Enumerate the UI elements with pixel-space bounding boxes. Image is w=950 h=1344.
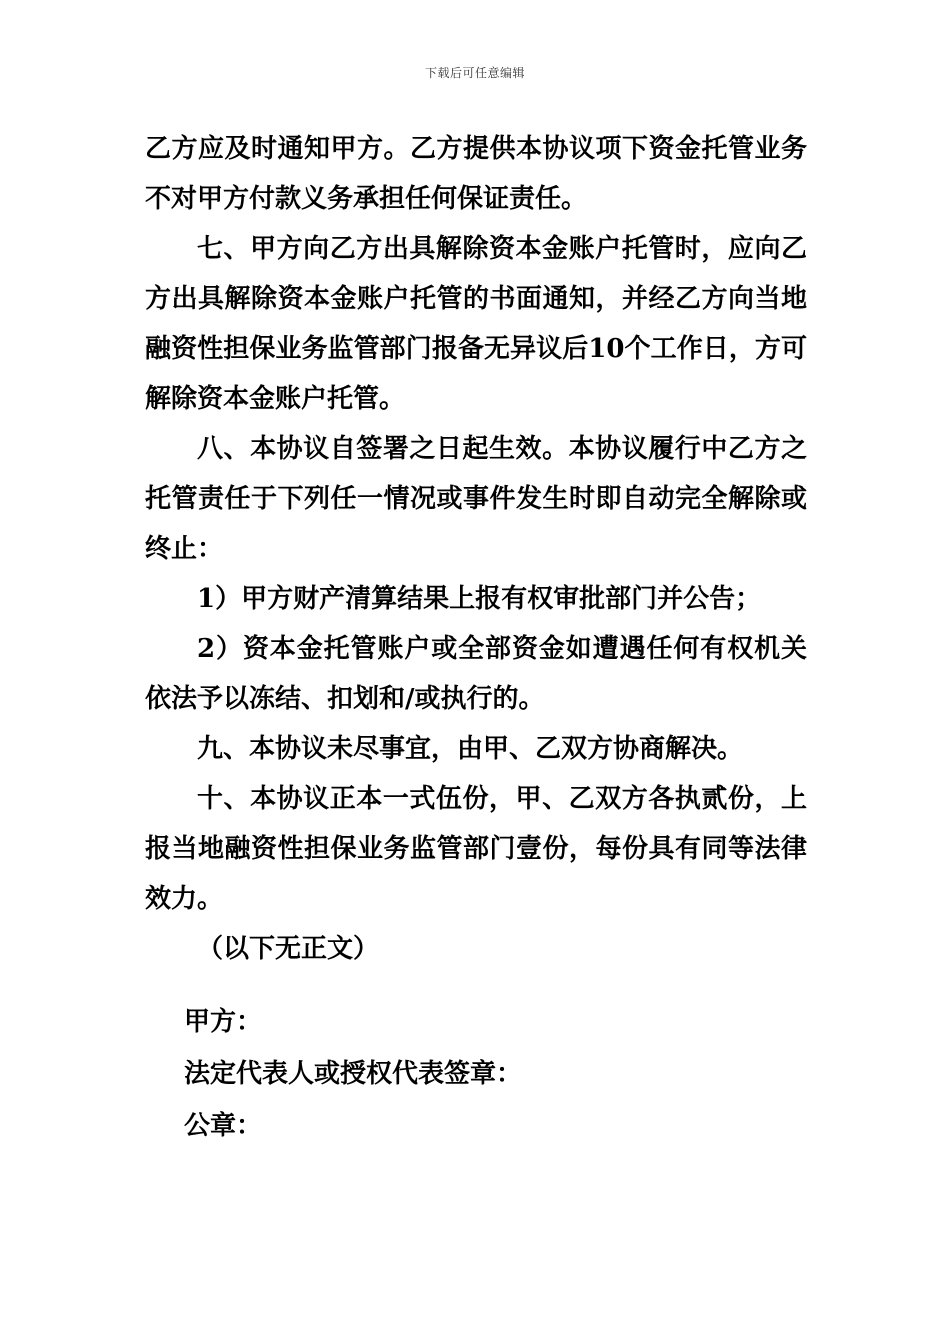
paragraph-clause-7: 七、甲方向乙方出具解除资本金账户托管时，应向乙方出具解除资本金账户托管的书面通知，并经乙方向当地融资性担保业务监管部门报备无异议后10个工作日，方可解除资本金账户托管。	[145, 234, 807, 414]
official-seal-label: 公章：	[184, 1111, 263, 1141]
document-body	[145, 124, 807, 974]
signature-block	[184, 996, 784, 1152]
party-a-label: 甲方：	[184, 1007, 263, 1037]
paragraph-clause-8: 八、本协议自签署之日起生效。本协议履行中乙方之托管责任于下列任一情况或事件发生时即自动完全解除或终止：	[145, 434, 807, 564]
paragraph-clause-9: 九、本协议未尽事宜，由甲、乙双方协商解决。	[197, 734, 744, 764]
paragraph-clause-10: 十、本协议正本一式伍份，甲、乙双方各执贰份，上报当地融资性担保业务监管部门壹份，每份具有同等法律效力。	[145, 784, 807, 914]
paragraph-continuation: 乙方应及时通知甲方。乙方提供本协议项下资金托管业务不对甲方付款义务承担任何保证责任。	[145, 134, 807, 214]
paragraph-clause-8-item-1: 1）甲方财产清算结果上报有权审批部门并公告；	[197, 584, 762, 614]
paragraph-clause-8-item-2: 2）资本金托管账户或全部资金如遭遇任何有权机关依法予以冻结、扣划和/或执行的。	[145, 634, 807, 714]
representative-signature-label: 法定代表人或授权代表签章：	[184, 1059, 523, 1089]
no-further-text-marker: （以下无正文）	[197, 934, 380, 964]
page-header-note: 下载后可任意编辑	[424, 66, 525, 80]
